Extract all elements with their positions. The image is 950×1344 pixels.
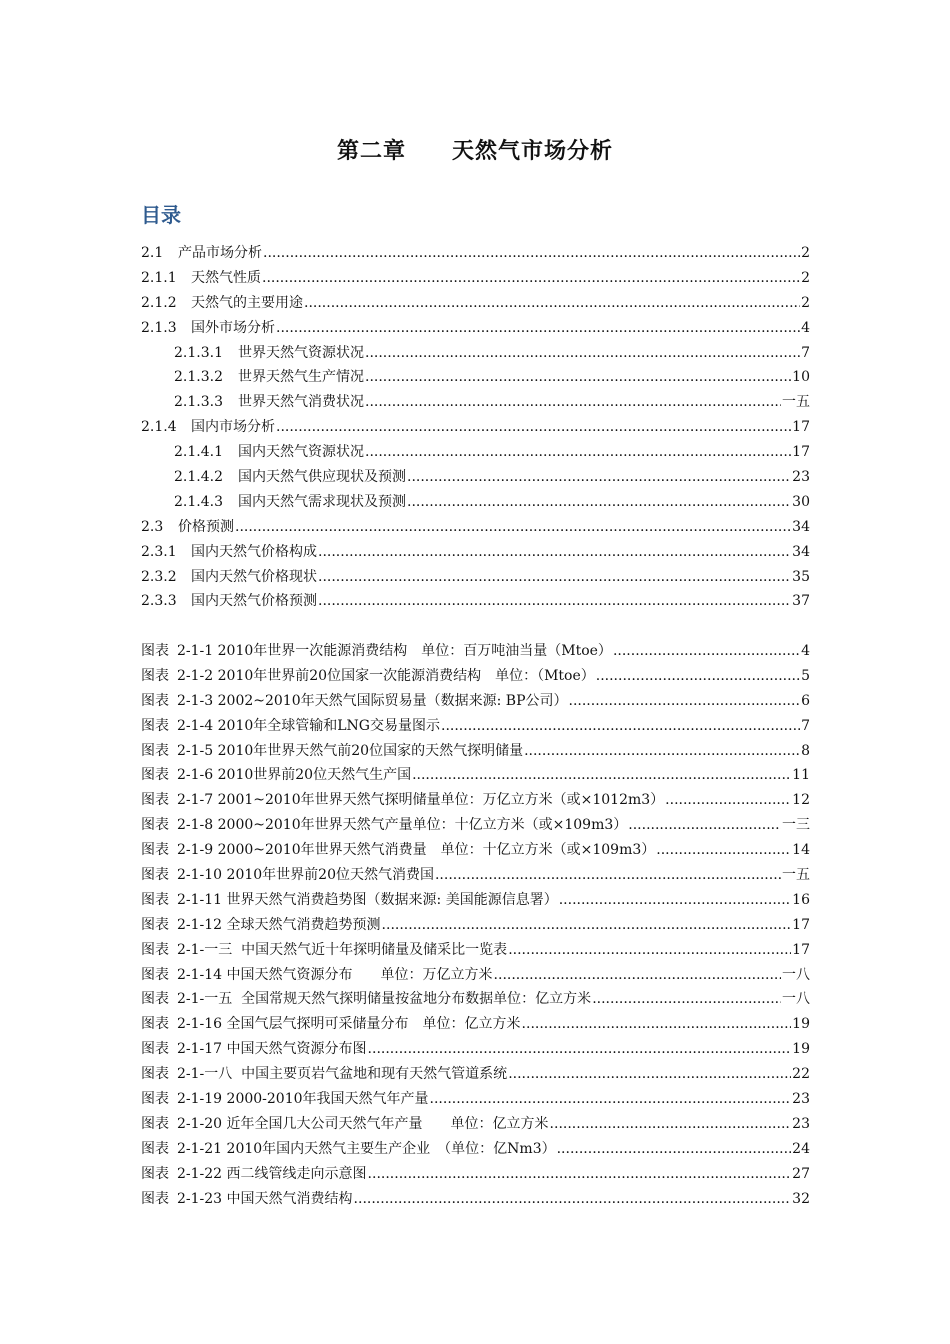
- figure-entry-page: 17: [792, 941, 810, 958]
- figure-entry-title: 2-1-14 中国天然气资源分布 单位：万亿立方米: [177, 966, 493, 983]
- figure-entry-title: 2-1-17 中国天然气资源分布图: [177, 1041, 367, 1058]
- figure-entry-title: 2-1-10 2010年世界前20位天然气消费国: [177, 867, 434, 884]
- figure-entry[interactable]: [141, 1163, 810, 1188]
- toc-entry-page: 23: [792, 469, 810, 486]
- figure-entry-prefix: 图表: [141, 792, 169, 809]
- figure-entry-title: 2-1-22 西二线管线走向示意图: [177, 1165, 367, 1182]
- figure-entry-prefix: 图表: [141, 1115, 169, 1132]
- toc-entry-page: 34: [792, 518, 810, 535]
- dot-leader: [365, 369, 791, 385]
- figure-list: [141, 640, 810, 1212]
- toc-entry-page: 34: [792, 543, 810, 560]
- dot-leader: [365, 444, 791, 460]
- figure-entry[interactable]: [141, 690, 810, 715]
- toc-entry[interactable]: [141, 391, 810, 416]
- figure-entry[interactable]: [141, 988, 810, 1013]
- figure-entry-page: 一三: [782, 817, 810, 834]
- toc-entry-title: 世界天然气资源状况: [238, 344, 364, 361]
- toc-entry-page: 2: [801, 294, 810, 311]
- figure-entry-prefix: 图表: [141, 842, 169, 859]
- toc-entry-title: 国内天然气资源状况: [238, 444, 364, 461]
- figure-entry-page: 7: [801, 717, 810, 734]
- toc-entry-title: 天然气的主要用途: [191, 294, 303, 311]
- toc-entry-title: 世界天然气消费状况: [238, 394, 364, 411]
- figure-entry-prefix: 图表: [141, 1041, 169, 1058]
- figure-entry-title: 2-1-9 2000~2010年世界天然气消费量 单位：十亿立方米（或×109m3）: [177, 842, 656, 859]
- dot-leader: [407, 469, 791, 485]
- figure-entry[interactable]: [141, 864, 810, 889]
- toc-entry-number: 2.1.4.3: [174, 493, 223, 510]
- toc-heading: 目录: [141, 203, 181, 227]
- figure-entry-page: 23: [792, 1091, 810, 1108]
- figure-entry-prefix: 图表: [141, 1016, 169, 1033]
- toc-entry[interactable]: [141, 566, 810, 591]
- figure-entry[interactable]: [141, 1013, 810, 1038]
- toc-entry[interactable]: [141, 491, 810, 516]
- figure-entry-prefix: 图表: [141, 1165, 169, 1182]
- dot-leader: [318, 544, 791, 560]
- toc-entry-number: 2.3.2: [141, 568, 177, 585]
- dot-leader: [365, 345, 800, 361]
- figure-entry-prefix: 图表: [141, 1140, 169, 1157]
- figure-entry-prefix: 图表: [141, 692, 169, 709]
- figure-entry-title: 2-1-7 2001~2010年世界天然气探明储量单位：万亿立方米（或×1012m3）: [177, 792, 665, 809]
- toc-entry-number: 2.3: [141, 518, 164, 535]
- toc-entry-page: 2: [801, 245, 810, 261]
- dot-leader: [656, 842, 791, 858]
- figure-entry-page: 8: [801, 742, 810, 759]
- figure-entry-prefix: 图表: [141, 1190, 169, 1207]
- figure-entry-title: 2-1-16 全国气层气探明可采储量分布 单位：亿立方米: [177, 1016, 521, 1033]
- figure-entry-page: 32: [792, 1190, 810, 1207]
- toc-entry-title: 国外市场分析: [191, 319, 275, 336]
- toc-entry-title: 国内天然气价格构成: [191, 543, 317, 560]
- figure-entry-prefix: 图表: [141, 867, 169, 884]
- figure-entry-prefix: 图表: [141, 991, 169, 1008]
- figure-entry[interactable]: [141, 740, 810, 765]
- figure-entry[interactable]: [141, 889, 810, 914]
- dot-leader: [354, 1191, 792, 1207]
- dot-leader: [441, 718, 800, 734]
- toc-entry[interactable]: [141, 267, 810, 292]
- figure-entry-page: 27: [792, 1165, 810, 1182]
- figure-entry-page: 23: [792, 1115, 810, 1132]
- dot-leader: [276, 419, 791, 435]
- toc-entry-page: 一五: [782, 394, 810, 411]
- toc-entry-page: 17: [792, 444, 810, 461]
- toc-entry-page: 30: [792, 493, 810, 510]
- figure-entry-prefix: 图表: [141, 767, 169, 784]
- toc-entry-page: 4: [801, 319, 810, 336]
- figure-entry[interactable]: [141, 1088, 810, 1113]
- toc-entry[interactable]: [141, 292, 810, 317]
- figure-entry-prefix: 图表: [141, 916, 169, 933]
- figure-entry[interactable]: [141, 939, 810, 964]
- figure-entry-page: 19: [792, 1016, 810, 1033]
- dot-leader: [276, 320, 800, 336]
- dot-leader: [368, 1041, 792, 1057]
- figure-entry-title: 2-1-3 2002~2010年天然气国际贸易量（数据来源: BP公司）: [177, 692, 568, 709]
- dot-leader: [412, 767, 791, 783]
- figure-entry-prefix: 图表: [141, 1066, 169, 1083]
- figure-entry-title: 2-1-23 中国天然气消费结构: [177, 1190, 353, 1207]
- figure-entry-title: 2-1-一五 全国常规天然气探明储量按盆地分布数据单位：亿立方米: [177, 991, 592, 1008]
- dot-leader: [365, 394, 781, 410]
- dot-leader: [596, 668, 800, 684]
- figure-entry-title: 2-1-1 2010年世界一次能源消费结构 单位：百万吨油当量（Mtoe）: [177, 643, 612, 659]
- figure-entry-page: 24: [792, 1140, 810, 1157]
- figure-entry-title: 2-1-11 世界天然气消费趋势图（数据来源: 美国能源信息署）: [177, 891, 558, 908]
- figure-entry-title: 2-1-8 2000~2010年世界天然气产量单位：十亿立方米（或×109m3）: [177, 817, 628, 834]
- toc-entry-page: 2: [801, 269, 810, 286]
- toc-entry-title: 国内天然气价格现状: [191, 568, 317, 585]
- dot-leader: [368, 1166, 792, 1182]
- toc-entry-page: 17: [792, 419, 810, 436]
- toc-entry[interactable]: [141, 466, 810, 491]
- dot-leader: [262, 270, 800, 286]
- toc-entry-title: 国内天然气需求现状及预测: [238, 493, 406, 510]
- figure-entry-page: 4: [801, 643, 810, 659]
- toc-entry-title: 产品市场分析: [178, 245, 262, 261]
- figure-entry-page: 6: [801, 692, 810, 709]
- figure-entry-prefix: 图表: [141, 966, 169, 983]
- dot-leader: [430, 1091, 792, 1107]
- figure-entry[interactable]: [141, 814, 810, 839]
- figure-entry-page: 17: [792, 916, 810, 933]
- dot-leader: [557, 1141, 792, 1157]
- figure-entry-title: 2-1-一八 中国主要页岩气盆地和现有天然气管道系统: [177, 1066, 508, 1083]
- toc-entry-number: 2.1.4.1: [174, 444, 223, 461]
- dot-leader: [665, 792, 791, 808]
- toc-entry-number: 2.1.4.2: [174, 469, 223, 486]
- dot-leader: [508, 942, 791, 958]
- figure-entry-title: 2-1-12 全球天然气消费趋势预测: [177, 916, 381, 933]
- dot-leader: [382, 917, 792, 933]
- toc-entry-title: 国内天然气供应现状及预测: [238, 469, 406, 486]
- toc-entry-number: 2.3.3: [141, 593, 177, 610]
- toc-entry[interactable]: [141, 441, 810, 466]
- figure-entry[interactable]: [141, 640, 810, 665]
- figure-entry-title: 2-1-2 2010年世界前20位国家一次能源消费结构 单位：（Mtoe）: [177, 667, 595, 684]
- figure-entry[interactable]: [141, 665, 810, 690]
- figure-entry[interactable]: [141, 1113, 810, 1138]
- figure-entry[interactable]: [141, 914, 810, 939]
- figure-entry[interactable]: [141, 715, 810, 740]
- figure-entry[interactable]: [141, 789, 810, 814]
- figure-entry-prefix: 图表: [141, 742, 169, 759]
- figure-entry-page: 22: [792, 1066, 810, 1083]
- toc-entry[interactable]: [141, 342, 810, 367]
- toc-entry-number: 2.3.1: [141, 543, 177, 560]
- figure-entry-prefix: 图表: [141, 643, 169, 659]
- figure-entry-title: 2-1-一三 中国天然气近十年探明储量及储采比一览表: [177, 941, 508, 958]
- figure-entry-page: 19: [792, 1041, 810, 1058]
- figure-entry-prefix: 图表: [141, 1091, 169, 1108]
- toc-entry-title: 世界天然气生产情况: [238, 369, 364, 386]
- toc-entry-page: 37: [792, 593, 810, 610]
- toc-entry[interactable]: [141, 242, 810, 267]
- toc-entry-title: 天然气性质: [191, 269, 261, 286]
- figure-entry[interactable]: [141, 1063, 810, 1088]
- toc-entry[interactable]: [141, 590, 810, 615]
- dot-leader: [592, 991, 781, 1007]
- figure-entry-page: 12: [792, 792, 810, 809]
- toc-entry-page: 7: [801, 344, 810, 361]
- toc-entry-title: 价格预测: [178, 518, 234, 535]
- figure-entry-title: 2-1-4 2010年全球管输和LNG交易量图示: [177, 717, 440, 734]
- toc-entry-number: 2.1.1: [141, 269, 177, 286]
- figure-entry[interactable]: [141, 1038, 810, 1063]
- figure-entry-page: 14: [792, 842, 810, 859]
- chapter-title: 第二章 天然气市场分析: [336, 138, 613, 164]
- figure-entry-title: 2-1-20 近年全国几大公司天然气年产量 单位：亿立方米: [177, 1115, 549, 1132]
- dot-leader: [435, 867, 781, 883]
- figure-entry-title: 2-1-5 2010年世界天然气前20位国家的天然气探明储量: [177, 742, 524, 759]
- toc-entry-number: 2.1.2: [141, 294, 177, 311]
- dot-leader: [613, 643, 800, 659]
- figure-entry-page: 一八: [782, 966, 810, 983]
- dot-leader: [550, 1116, 792, 1132]
- figure-entry-title: 2-1-19 2000-2010年我国天然气年产量: [177, 1091, 429, 1108]
- dot-leader: [407, 494, 791, 510]
- figure-entry-prefix: 图表: [141, 817, 169, 834]
- toc-entry-number: 2.1.3.3: [174, 394, 223, 411]
- figure-entry[interactable]: [141, 764, 810, 789]
- dot-leader: [235, 519, 791, 535]
- toc-entry-number: 2.1.3: [141, 319, 177, 336]
- figure-entry-prefix: 图表: [141, 667, 169, 684]
- figure-entry-prefix: 图表: [141, 717, 169, 734]
- figure-entry[interactable]: [141, 1188, 810, 1213]
- toc-entry[interactable]: [141, 317, 810, 342]
- figure-entry-prefix: 图表: [141, 891, 169, 908]
- toc-entry-number: 2.1.3.1: [174, 344, 223, 361]
- toc-entry-number: 2.1.4: [141, 419, 177, 436]
- figure-entry-title: 2-1-6 2010世界前20位天然气生产国: [177, 767, 412, 784]
- figure-entry-page: 11: [792, 767, 810, 784]
- dot-leader: [628, 817, 781, 833]
- toc-entry[interactable]: [141, 541, 810, 566]
- dot-leader: [304, 295, 800, 311]
- dot-leader: [318, 593, 791, 609]
- figure-entry-title: 2-1-21 2010年国内天然气主要生产企业 （单位：亿Nm3）: [177, 1140, 556, 1157]
- figure-entry[interactable]: [141, 964, 810, 989]
- dot-leader: [494, 967, 781, 983]
- toc-entry[interactable]: [141, 516, 810, 541]
- dot-leader: [522, 1016, 792, 1032]
- toc-entry[interactable]: [141, 366, 810, 391]
- figure-entry-page: 一八: [782, 991, 810, 1008]
- dot-leader: [559, 892, 791, 908]
- dot-leader: [524, 743, 800, 759]
- toc-entry-number: 2.1.3.2: [174, 369, 223, 386]
- dot-leader: [318, 569, 791, 585]
- table-of-contents: [141, 242, 810, 615]
- figure-entry-page: 5: [801, 667, 810, 684]
- toc-entry[interactable]: [141, 416, 810, 441]
- toc-entry-number: 2.1: [141, 245, 164, 261]
- dot-leader: [263, 245, 800, 261]
- figure-entry-page: 16: [792, 891, 810, 908]
- toc-entry-page: 35: [792, 568, 810, 585]
- dot-leader: [569, 693, 801, 709]
- figure-entry-page: 一五: [782, 867, 810, 884]
- figure-entry[interactable]: [141, 1138, 810, 1163]
- dot-leader: [508, 1066, 791, 1082]
- figure-entry[interactable]: [141, 839, 810, 864]
- toc-entry-page: 10: [792, 369, 810, 386]
- toc-entry-title: 国内市场分析: [191, 419, 275, 436]
- figure-entry-prefix: 图表: [141, 941, 169, 958]
- toc-entry-title: 国内天然气价格预测: [191, 593, 317, 610]
